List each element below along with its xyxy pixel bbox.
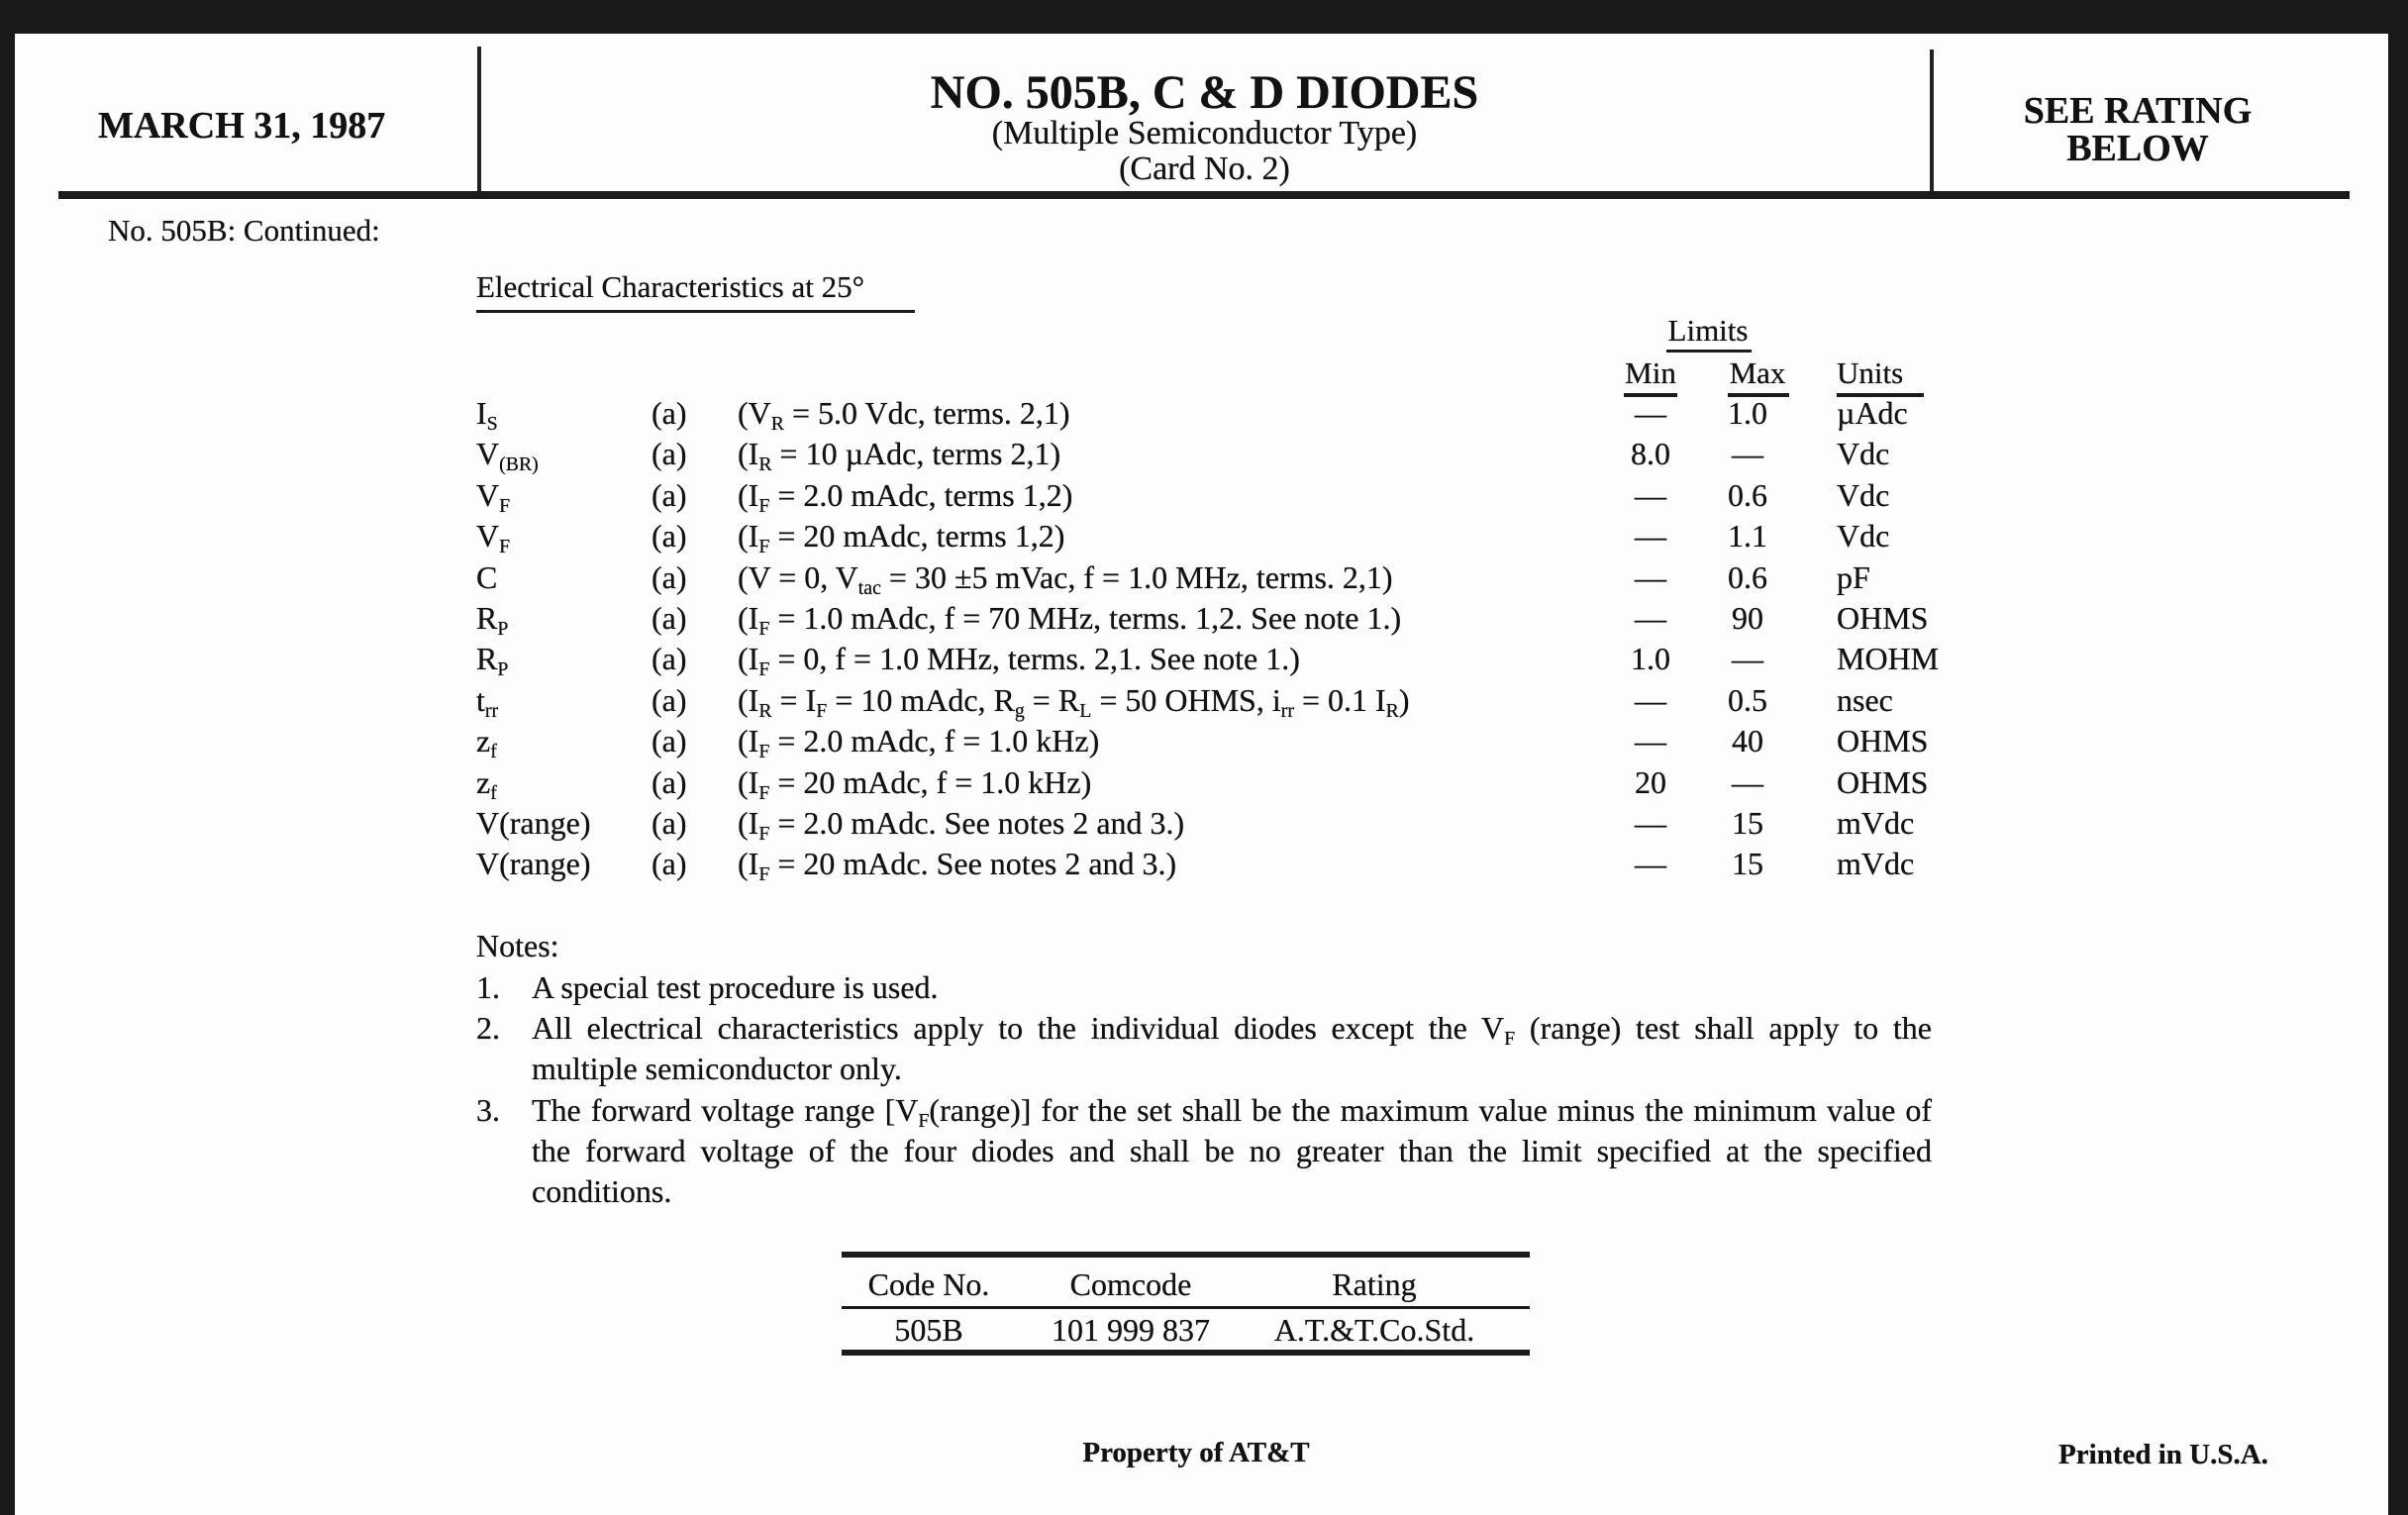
max-value: 1.0 <box>1728 395 1767 431</box>
header-rule <box>58 191 2350 199</box>
text-segment: (V <box>738 395 771 431</box>
note-number: 1. <box>476 969 500 1005</box>
test-condition-ref: (a) <box>652 846 687 882</box>
code-table-bottom-rule <box>842 1350 1530 1356</box>
text-segment: = 0, f = 1.0 MHz, terms. 2,1. See note 1.) <box>769 641 1300 677</box>
text-segment: All electrical characteristics apply to the individual diodes except the V <box>532 1010 1505 1046</box>
text-segment: = 20 mAdc, terms 1,2) <box>769 518 1065 555</box>
text-segment: (I <box>738 600 759 636</box>
text-segment: V(range) <box>476 846 591 882</box>
subscript: F <box>918 1109 930 1132</box>
min-value: — <box>1635 518 1666 555</box>
text-segment: V <box>476 518 500 555</box>
text-segment: z <box>476 723 491 759</box>
table-row <box>0 434 2408 476</box>
comcode-value: 101 999 837 <box>1052 1312 1210 1348</box>
text-segment: z <box>476 763 491 800</box>
text-segment: = 10 µAdc, terms 2,1) <box>771 436 1061 472</box>
parameter-symbol <box>476 721 497 763</box>
subscript: F <box>758 781 770 804</box>
subscript: f <box>490 741 497 763</box>
text-segment: (I <box>738 681 759 718</box>
table-row <box>0 598 2408 638</box>
note-number: 2. <box>476 1010 500 1046</box>
max-value: 90 <box>1732 600 1763 636</box>
property-label: Property of AT&T <box>1082 1437 1310 1468</box>
text-segment: C <box>476 558 498 595</box>
text-segment: The forward voltage range [V <box>532 1092 919 1128</box>
subscript: g <box>1014 699 1025 722</box>
page-subtitle: (Multiple Semiconductor Type) <box>991 115 1418 152</box>
max-value: 1.1 <box>1728 518 1767 555</box>
parameter-symbol <box>476 639 509 681</box>
test-conditions <box>738 434 1061 476</box>
test-conditions <box>738 557 1393 597</box>
units-value: µAdc <box>1837 395 1908 431</box>
text-segment: (range) test shall apply to the multiple semiconductor only. <box>532 1010 1932 1086</box>
text-segment: (I <box>738 436 759 472</box>
test-conditions <box>738 721 1100 763</box>
text-segment: V <box>476 476 500 513</box>
text-segment: R <box>476 641 498 677</box>
min-value: — <box>1635 681 1666 718</box>
text-segment: (I <box>738 763 759 800</box>
parameter-symbol <box>476 393 498 433</box>
test-conditions <box>738 762 1091 802</box>
text-segment: (I <box>738 641 759 677</box>
test-conditions <box>738 516 1064 556</box>
test-condition-ref: (a) <box>652 476 687 513</box>
table-row <box>0 803 2408 843</box>
text-segment: ) <box>1398 681 1410 718</box>
text-segment: = 5.0 Vdc, terms. 2,1) <box>784 395 1070 431</box>
subscript: F <box>758 494 770 517</box>
text-segment: = 30 ±5 mVac, f = 1.0 MHz, terms. 2,1) <box>880 558 1393 595</box>
subscript: P <box>497 658 509 681</box>
units-value: nsec <box>1837 681 1893 718</box>
subscript: R <box>770 412 784 435</box>
rating-line-1: SEE RATING <box>2023 90 2253 132</box>
test-condition-ref: (a) <box>652 558 687 595</box>
text-segment: A special test procedure is used. <box>532 969 939 1005</box>
test-conditions <box>738 639 1300 681</box>
subscript: F <box>499 494 511 517</box>
units-value: mVdc <box>1837 846 1915 882</box>
min-value: — <box>1635 476 1666 513</box>
text-segment: (I <box>738 476 759 513</box>
min-value: — <box>1635 805 1666 841</box>
test-condition-ref: (a) <box>652 805 687 841</box>
subscript: F <box>758 658 770 681</box>
max-value: 40 <box>1732 723 1763 759</box>
subscript: rr <box>1280 699 1294 722</box>
test-conditions <box>738 475 1072 515</box>
text-segment: (V = 0, V <box>738 558 858 595</box>
test-conditions <box>738 598 1401 638</box>
text-segment: = 20 mAdc, f = 1.0 kHz) <box>769 763 1092 800</box>
table-row <box>0 516 2408 556</box>
code-value: 505B <box>894 1312 963 1348</box>
text-segment: (I <box>738 805 759 841</box>
text-segment: = 20 mAdc. See notes 2 and 3.) <box>769 846 1177 882</box>
test-conditions <box>738 844 1177 886</box>
max-value: 15 <box>1732 846 1763 882</box>
units-header: Units <box>1837 355 1904 390</box>
text-segment: R <box>476 600 498 636</box>
rating-line-2: BELOW <box>2066 128 2209 169</box>
parameter-symbol <box>476 762 497 802</box>
subscript: (BR) <box>499 454 539 476</box>
test-conditions <box>738 393 1070 433</box>
min-value: — <box>1635 395 1666 431</box>
parameter-symbol <box>476 803 590 843</box>
text-segment: V(range) <box>476 805 591 841</box>
max-value: 15 <box>1732 805 1763 841</box>
rating-header: Rating <box>1332 1266 1417 1302</box>
subscript: tac <box>857 576 881 599</box>
subscript: R <box>758 454 772 476</box>
subscript: F <box>758 822 770 845</box>
units-value: MOHM <box>1837 641 1940 677</box>
text-segment: t <box>476 681 485 718</box>
max-value: 0.6 <box>1728 476 1767 513</box>
text-segment: (range)] for the set shall be the maximum value minus the minimum value of the forward voltage of the four diodes and shall be no greater than the limit specified at the specified conditions. <box>532 1092 1933 1209</box>
subscript: L <box>1079 699 1092 722</box>
subscript: F <box>1504 1027 1516 1050</box>
note-text <box>532 1090 1932 1212</box>
units-value: mVdc <box>1837 805 1915 841</box>
limits-label: Limits <box>1667 313 1749 348</box>
note-text <box>532 967 1932 1008</box>
table-row <box>0 639 2408 681</box>
printed-label: Printed in U.S.A. <box>2058 1439 2268 1470</box>
parameter-symbol <box>476 475 510 515</box>
parameter-symbol <box>476 680 498 720</box>
parameter-symbol <box>476 844 590 883</box>
subscript: R <box>758 699 772 722</box>
table-row <box>0 721 2408 763</box>
table-row <box>0 844 2408 886</box>
date: MARCH 31, 1987 <box>98 105 386 147</box>
units-value: Vdc <box>1837 476 1890 513</box>
code-table-mid-rule <box>842 1306 1530 1309</box>
test-conditions <box>738 803 1184 843</box>
test-condition-ref: (a) <box>652 395 687 431</box>
units-value: OHMS <box>1837 723 1929 759</box>
subscript: F <box>758 863 770 886</box>
text-segment: V <box>476 436 500 472</box>
limits-underline <box>1666 350 1752 353</box>
test-condition-ref: (a) <box>652 641 687 677</box>
table-row <box>0 762 2408 802</box>
note-text <box>532 1008 1932 1089</box>
text-segment: (I <box>738 518 759 555</box>
min-value: — <box>1635 846 1666 882</box>
subscript: F <box>499 536 511 558</box>
text-segment: = 0.1 I <box>1293 681 1386 718</box>
comcode-header: Comcode <box>1069 1266 1192 1302</box>
table-row <box>0 557 2408 597</box>
section-title: Electrical Characteristics at 25° <box>476 269 864 304</box>
parameter-symbol <box>476 434 539 476</box>
code-header: Code No. <box>867 1266 990 1302</box>
subscript: F <box>758 741 770 763</box>
min-value: 20 <box>1635 763 1666 800</box>
max-value: 0.6 <box>1728 558 1767 595</box>
card-number: (Card No. 2) <box>1119 151 1290 187</box>
text-segment: (I <box>738 846 759 882</box>
parameter-symbol <box>476 598 508 638</box>
text-segment: I <box>476 395 487 431</box>
units-value: Vdc <box>1837 518 1890 555</box>
max-value: — <box>1732 436 1763 472</box>
min-value: — <box>1635 723 1666 759</box>
parameter-symbol <box>476 516 510 556</box>
table-row <box>0 475 2408 515</box>
parameter-symbol <box>476 557 497 597</box>
text-segment: = 50 OHMS, i <box>1091 681 1281 718</box>
table-row <box>0 393 2408 433</box>
units-value: Vdc <box>1837 436 1890 472</box>
subscript: f <box>490 781 497 804</box>
test-condition-ref: (a) <box>652 681 687 718</box>
text-segment: (I <box>738 723 759 759</box>
text-segment: = R <box>1024 681 1080 718</box>
max-value: 0.5 <box>1728 681 1767 718</box>
test-condition-ref: (a) <box>652 600 687 636</box>
max-value: — <box>1732 763 1763 800</box>
code-table-top-rule <box>842 1252 1530 1258</box>
min-value: — <box>1635 558 1666 595</box>
continued-label: No. 505B: Continued: <box>108 213 380 248</box>
min-value: 1.0 <box>1631 641 1670 677</box>
subscript: S <box>486 412 498 435</box>
min-value: — <box>1635 600 1666 636</box>
text-segment: = 2.0 mAdc, terms 1,2) <box>769 476 1073 513</box>
test-condition-ref: (a) <box>652 518 687 555</box>
test-condition-ref: (a) <box>652 723 687 759</box>
rating-value: A.T.&T.Co.Std. <box>1273 1312 1475 1348</box>
page-title: NO. 505B, C & D DIODES <box>930 66 1479 119</box>
text-segment: = 2.0 mAdc. See notes 2 and 3.) <box>769 805 1185 841</box>
subscript: P <box>497 617 509 640</box>
text-segment: = 2.0 mAdc, f = 1.0 kHz) <box>769 723 1100 759</box>
units-value: OHMS <box>1837 763 1929 800</box>
notes-title: Notes: <box>476 928 559 963</box>
table-row <box>0 680 2408 720</box>
units-value: pF <box>1837 558 1870 595</box>
text-segment: = 10 mAdc, R <box>827 681 1015 718</box>
min-value: 8.0 <box>1631 436 1670 472</box>
max-value: — <box>1732 641 1763 677</box>
note-number: 3. <box>476 1092 500 1128</box>
text-segment: = 1.0 mAdc, f = 70 MHz, terms. 1,2. See note 1.) <box>769 600 1402 636</box>
test-conditions <box>738 680 1410 720</box>
subscript: rr <box>484 699 499 722</box>
subscript: F <box>816 699 828 722</box>
min-header: Min <box>1625 355 1676 390</box>
units-value: OHMS <box>1837 600 1929 636</box>
test-condition-ref: (a) <box>652 436 687 472</box>
max-header: Max <box>1729 355 1786 390</box>
subscript: R <box>1385 699 1399 722</box>
subscript: F <box>758 536 770 558</box>
text-segment: = I <box>771 681 817 718</box>
test-condition-ref: (a) <box>652 763 687 800</box>
section-title-underline <box>476 310 915 313</box>
subscript: F <box>758 617 770 640</box>
